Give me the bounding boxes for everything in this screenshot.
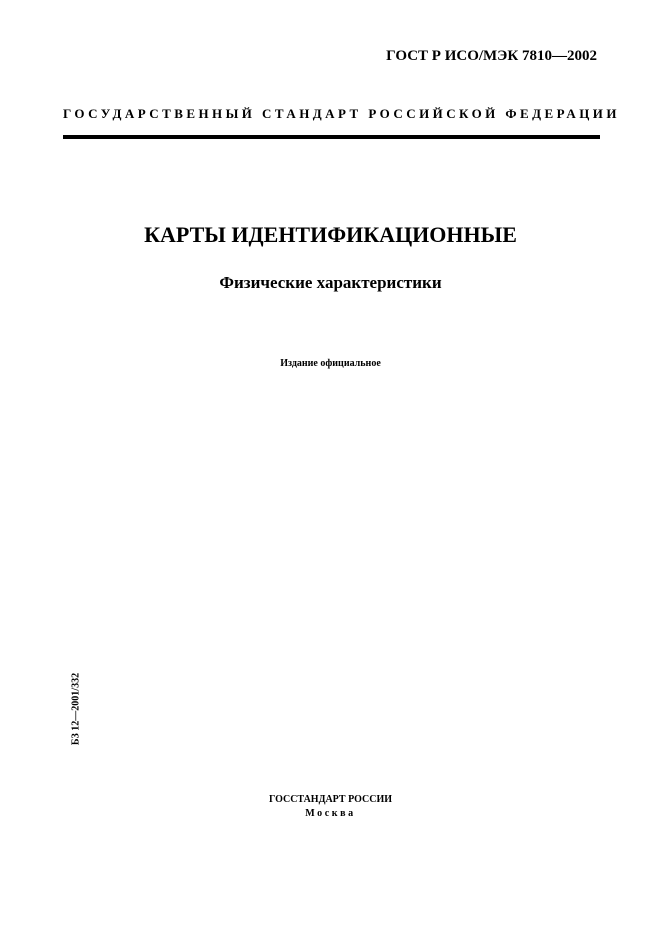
document-subtitle: Физические характеристики [219, 273, 442, 292]
publisher-city: Москва [305, 808, 356, 819]
document-title: КАРТЫ ИДЕНТИФИКАЦИОННЫЕ [144, 222, 517, 247]
edition-note: Издание официальное [280, 358, 381, 369]
publisher-name: ГОССТАНДАРТ РОССИИ [268, 794, 393, 805]
state-standard-heading: ГОСУДАРСТВЕННЫЙ СТАНДАРТ РОССИЙСКОЙ ФЕДЕРАЦИИ [63, 106, 620, 121]
side-registration-code: БЗ 12—2001/332 [70, 672, 82, 746]
document-code: ГОСТ Р ИСО/МЭК 7810—2002 [386, 48, 597, 64]
header-divider [63, 135, 600, 139]
